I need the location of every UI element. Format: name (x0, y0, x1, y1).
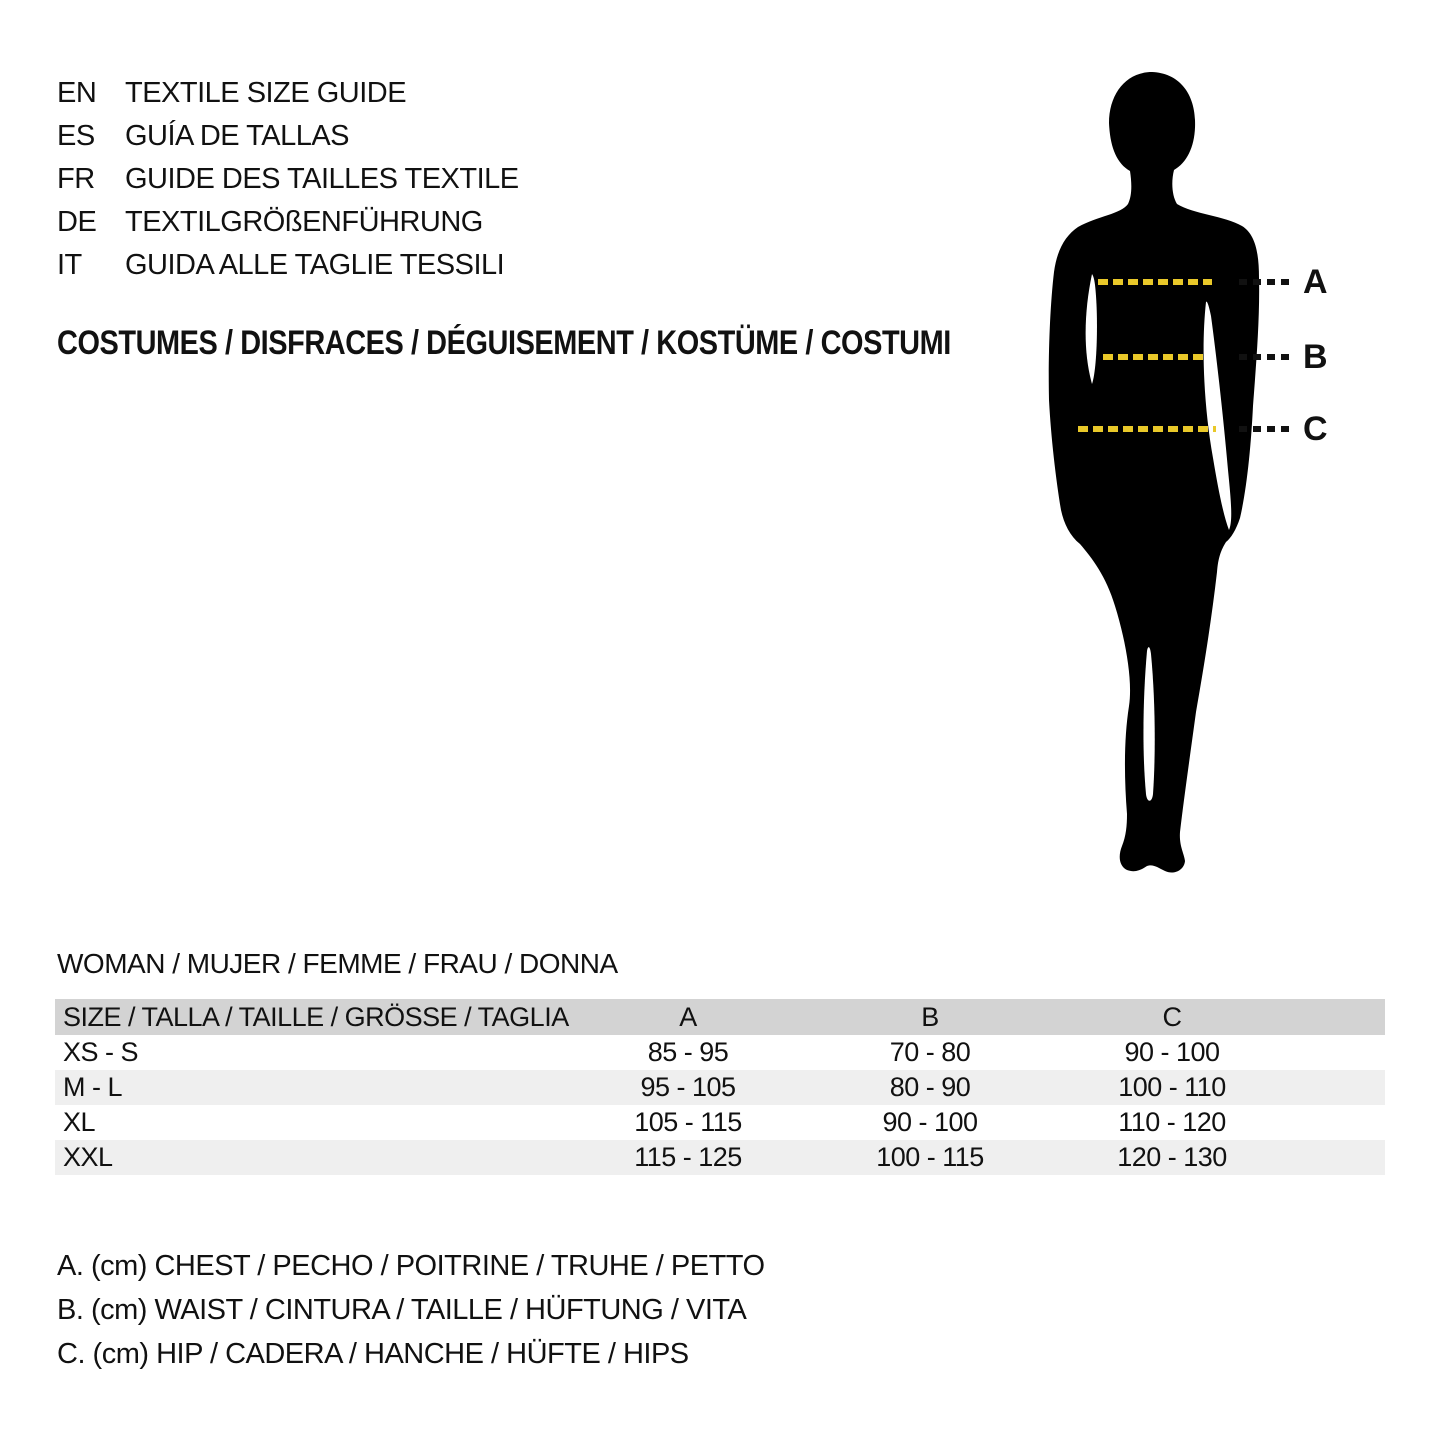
language-title: GUIDE DES TAILLES TEXTILE (125, 163, 519, 195)
hip-callout-line (1239, 426, 1293, 432)
woman-silhouette (1020, 66, 1270, 881)
language-row-de (57, 201, 519, 244)
language-title: TEXTILE SIZE GUIDE (125, 77, 407, 109)
size-cell: M - L (63, 1072, 123, 1102)
language-row-it (57, 244, 519, 287)
value-cell-a: 105 - 115 (634, 1107, 742, 1137)
marker-label-c: C (1303, 410, 1328, 448)
table-header-row (55, 999, 1385, 1035)
value-cell-a: 85 - 95 (647, 1037, 729, 1067)
value-cell-c: 120 - 130 (1117, 1142, 1227, 1172)
value-cell-c: 100 - 110 (1118, 1072, 1226, 1102)
measurement-diagram (1020, 66, 1445, 881)
value-cell-a: 115 - 125 (634, 1142, 742, 1172)
size-cell: XS - S (63, 1037, 139, 1067)
header-col-a: A (679, 1002, 697, 1032)
value-cell-b: 90 - 100 (882, 1107, 978, 1137)
language-code: ES (57, 120, 95, 152)
language-title: GUIDA ALLE TAGLIE TESSILI (125, 249, 505, 281)
marker-label-b: B (1303, 338, 1328, 376)
value-cell-b: 80 - 90 (889, 1072, 971, 1102)
size-cell: XXL (63, 1142, 113, 1172)
language-code: IT (57, 249, 82, 281)
language-title: TEXTILGRÖßENFÜHRUNG (125, 206, 483, 238)
value-cell-b: 100 - 115 (876, 1142, 984, 1172)
table-row-xxl (55, 1140, 1385, 1175)
marker-label-a: A (1303, 263, 1328, 301)
language-list (57, 72, 519, 287)
language-title: GUÍA DE TALLAS (125, 120, 350, 152)
waist-measure-line (1103, 354, 1207, 360)
language-code: DE (57, 206, 97, 238)
size-table (55, 999, 1385, 1175)
legend-item-waist: B. (cm) WAIST / CINTURA / TAILLE / HÜFTUNG / VITA (57, 1294, 747, 1326)
table-row-m-l (55, 1070, 1385, 1105)
value-cell-c: 90 - 100 (1124, 1037, 1220, 1067)
language-code: FR (57, 163, 95, 195)
header-col-b: B (921, 1002, 939, 1032)
hip-measure-line (1078, 426, 1216, 432)
language-row-es (57, 115, 519, 158)
chest-callout-line (1239, 279, 1293, 285)
chest-measure-line (1098, 279, 1212, 285)
waist-callout-line (1239, 354, 1293, 360)
section-label-woman: WOMAN / MUJER / FEMME / FRAU / DONNA (57, 948, 618, 979)
language-code: EN (57, 77, 97, 109)
legend-item-chest: A. (cm) CHEST / PECHO / POITRINE / TRUHE / PETTO (57, 1250, 765, 1282)
value-cell-b: 70 - 80 (889, 1037, 971, 1067)
table-row-xl (55, 1105, 1385, 1140)
header-col-c: C (1162, 1002, 1182, 1032)
table-row-xs-s (55, 1035, 1385, 1070)
category-title: COSTUMES / DISFRACES / DÉGUISEMENT / KOSTÜME / COSTUMI (57, 324, 951, 362)
language-row-fr (57, 158, 519, 201)
header-size-label: SIZE / TALLA / TAILLE / GRÖSSE / TAGLIA (63, 1002, 569, 1032)
size-cell: XL (63, 1107, 96, 1137)
value-cell-a: 95 - 105 (640, 1072, 736, 1102)
legend-item-hip: C. (cm) HIP / CADERA / HANCHE / HÜFTE / HIPS (57, 1338, 689, 1370)
measurement-legend (57, 1244, 765, 1376)
value-cell-c: 110 - 120 (1118, 1107, 1226, 1137)
language-row-en (57, 72, 519, 115)
